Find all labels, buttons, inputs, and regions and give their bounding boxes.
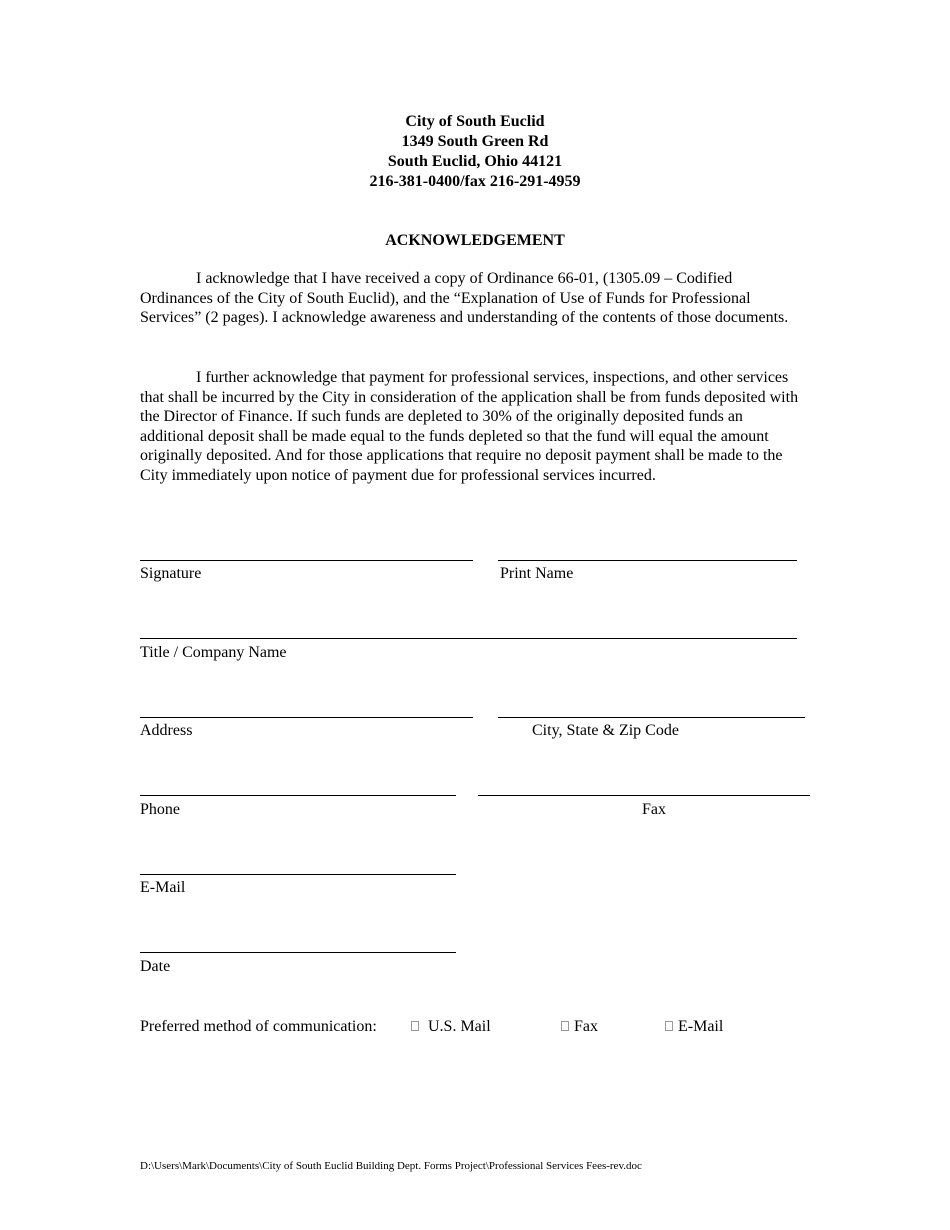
fax-option-label: Fax [574,1018,598,1035]
signature-line[interactable] [140,560,473,561]
us-mail-option-label: U.S. Mail [428,1018,491,1035]
email-checkbox[interactable] [665,1021,673,1031]
paragraph-payment: I further acknowledge that payment for professional services, inspections, and other services that shall be incurred by the City in consideration of the application shall be from funds deposited with the Director of Finance. If such funds are depleted to 30% of the originally deposited funds an additional deposit shall be made equal to the funds depleted so that the fund will equal the amount originally deposited. And for those applications that require no deposit payment shall be made to the City immediately upon notice of payment due for professional services incurred. [140,369,799,484]
communication-label: Preferred method of communication: [140,1018,377,1035]
org-street: 1349 South Green Rd [401,133,549,150]
phone-label: Phone [140,801,180,818]
date-line[interactable] [140,952,456,953]
org-name: City of South Euclid [405,113,545,130]
address-line[interactable] [140,717,473,718]
print-name-label: Print Name [500,565,574,582]
city-state-zip-label: City, State & Zip Code [532,722,679,739]
title-company-line[interactable] [140,638,797,639]
email-line[interactable] [140,874,456,875]
phone-line[interactable] [140,795,456,796]
footer-file-path: D:\Users\Mark\Documents\City of South Euclid Building Dept. Forms Project\Professional Services Fees-rev.doc [140,1160,642,1172]
date-label: Date [140,958,171,975]
signature-label: Signature [140,565,202,582]
city-state-zip-line[interactable] [498,717,805,718]
paragraph-receipt: I acknowledge that I have received a copy of Ordinance 66-01, (1305.09 – Codified Ordinances of the City of South Euclid), and the “Explanation of Use of Funds for Professional Services” (2 pages). I acknowledge awareness and understanding of the contents of those documents. [140,270,789,327]
fax-label: Fax [642,801,666,818]
email-option-label: E-Mail [678,1018,724,1035]
org-phone: 216-381-0400/fax 216-291-4959 [369,173,581,190]
print-name-line[interactable] [498,560,797,561]
fax-checkbox[interactable] [561,1021,569,1031]
email-label: E-Mail [140,879,186,896]
org-city: South Euclid, Ohio 44121 [387,153,563,170]
fax-line[interactable] [478,795,810,796]
title-company-label: Title / Company Name [140,644,287,661]
document-title: ACKNOWLEDGEMENT [385,232,565,249]
address-label: Address [140,722,193,739]
us-mail-checkbox[interactable] [411,1021,419,1031]
